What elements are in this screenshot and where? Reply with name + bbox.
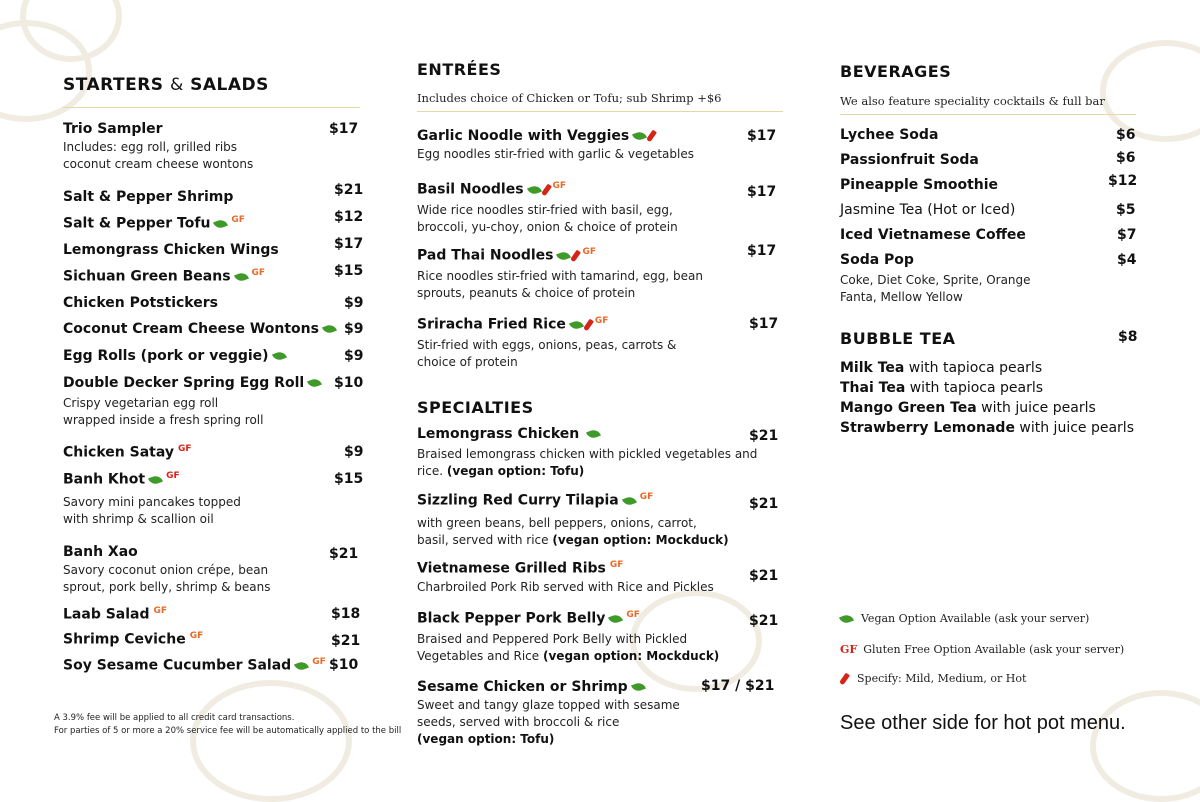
entrees-rule bbox=[417, 111, 783, 112]
menu-item-soda-pop: Soda Pop $4 Coke, Diet Coke, Sprite, Orange Fanta, Mellow Yellow bbox=[840, 252, 1137, 304]
menu-item-trio-sampler: Trio Sampler $17 Includes: egg roll, grilled ribs coconut cream cheese wontons bbox=[63, 121, 359, 171]
vegan-leaf-icon bbox=[294, 660, 309, 672]
menu-item-banh-khot: Banh Khot $^{GF}$ $15 Savory mini pancakes topped with shrimp & scallion oil bbox=[63, 471, 364, 526]
menu-item-chicken-potstickers: Chicken Potstickers $9 bbox=[63, 295, 364, 311]
vegan-leaf-icon bbox=[322, 323, 337, 335]
bubble-tea-list bbox=[840, 358, 1136, 438]
chili-pepper-icon bbox=[646, 130, 657, 143]
starters-rule bbox=[63, 107, 360, 108]
menu-item-jasmine-tea: Jasmine Tea (Hot or Iced) $5 bbox=[840, 202, 1136, 218]
menu-item-sizzling-red-curry-tilapia: Sizzling Red Curry Tilapia $^{GF}$ $21 with green beans, bell peppers, onions, carrot, basil, served with rice (vegan option: Mockduck) bbox=[417, 492, 779, 547]
bubble-tea-price: $8 bbox=[1118, 329, 1138, 345]
beverages-note: We also feature speciality cocktails & full bar bbox=[840, 94, 1105, 108]
chili-pepper-icon bbox=[583, 318, 594, 331]
vegan-leaf-icon bbox=[234, 271, 249, 283]
legend-gluten-free: GF Gluten Free Option Available (ask your server) bbox=[840, 643, 1125, 656]
menu-item-soy-sesame-cucumber-salad: Soy Sesame Cucumber Salad $^{GF}$ $10 bbox=[63, 657, 359, 674]
vegan-leaf-icon bbox=[556, 250, 571, 262]
vegan-leaf-icon bbox=[527, 184, 542, 196]
vegan-leaf-icon bbox=[586, 428, 601, 440]
menu-item-lychee-soda: Lychee Soda $6 bbox=[840, 127, 1136, 143]
chili-pepper-icon bbox=[839, 673, 850, 686]
menu-item-banh-xao: Banh Xao $21 Savory coconut onion crépe, bean sprout, pork belly, shrimp & beans bbox=[63, 544, 359, 594]
specialties-title: SPECIALTIES bbox=[417, 398, 534, 417]
bubble-tea-item: Thai Tea with tapioca pearls bbox=[840, 380, 1044, 396]
menu-item-laab-salad: Laab Salad $^{GF}$ $18 bbox=[63, 606, 361, 623]
menu-item-lemongrass-chicken: Lemongrass Chicken $21 Braised lemongrass chicken with pickled vegetables and rice. (vegan option: Tofu) bbox=[417, 426, 779, 478]
bubble-tea-item: Milk Tea with tapioca pearls bbox=[840, 360, 1043, 376]
vegan-leaf-icon bbox=[148, 474, 163, 486]
bubble-tea-item: Strawberry Lemonade with juice pearls bbox=[840, 420, 1134, 436]
vegan-leaf-icon bbox=[839, 613, 854, 625]
vegan-leaf-icon bbox=[213, 218, 228, 230]
vegan-leaf-icon bbox=[622, 495, 637, 507]
menu-item-black-pepper-pork-belly: Black Pepper Pork Belly $^{GF}$ $21 Braised and Peppered Pork Belly with Pickled Vegetables and Rice (vegan option: Mockduck) bbox=[417, 610, 779, 663]
vegan-leaf-icon bbox=[272, 350, 287, 362]
fee-notes: A 3.9% fee will be applied to all credit card transactions. For parties of 5 or more a 20% service fee will be automatically applied to the bill bbox=[54, 713, 402, 736]
menu-item-egg-rolls: Egg Rolls (pork or veggie) $9 bbox=[63, 348, 364, 364]
menu-item-coconut-cream-cheese-wontons: Coconut Cream Cheese Wontons $9 bbox=[63, 321, 364, 337]
menu-item-double-decker-spring-egg-roll: Double Decker Spring Egg Roll $10 Crispy vegetarian egg roll wrapped inside a fresh spring roll bbox=[63, 375, 364, 427]
chili-pepper-icon bbox=[541, 183, 552, 196]
vegan-leaf-icon bbox=[631, 681, 646, 693]
beverages-title: BEVERAGES bbox=[840, 62, 952, 81]
menu-item-salt-pepper-shrimp: Salt & Pepper Shrimp $21 bbox=[63, 182, 364, 205]
vegan-leaf-icon bbox=[632, 130, 647, 142]
menu-item-sesame-chicken-or-shrimp: Sesame Chicken or Shrimp $17 / $21 Sweet and tangy glaze topped with sesame seeds, served with broccoli & rice (vegan option: Tofu) bbox=[417, 678, 775, 746]
other-side-note: See other side for hot pot menu. bbox=[840, 712, 1126, 734]
bubble-tea-title: BUBBLE TEA bbox=[840, 329, 956, 348]
vegan-leaf-icon bbox=[307, 377, 322, 389]
beverages-rule bbox=[840, 114, 1136, 115]
menu-item-garlic-noodle-with-veggies: Garlic Noodle with Veggies $17 Egg noodles stir-fried with garlic & vegetables bbox=[417, 128, 777, 161]
entrees-title: ENTRÉES bbox=[417, 60, 502, 79]
menu-item-passionfruit-soda: Passionfruit Soda $6 bbox=[840, 150, 1136, 168]
menu-item-lemongrass-chicken-wings: Lemongrass Chicken Wings $17 bbox=[63, 236, 364, 258]
beverages-column bbox=[840, 0, 1136, 776]
menu-item-chicken-satay: Chicken Satay $^{GF}$ $9 bbox=[63, 444, 364, 461]
menu-item-iced-vietnamese-coffee: Iced Vietnamese Coffee $7 bbox=[840, 227, 1137, 243]
starters-column bbox=[63, 0, 364, 776]
menu-item-sriracha-fried-rice: Sriracha Fried Rice $^{GF}$ $17 Stir-fried with eggs, onions, peas, carrots & choice of protein bbox=[417, 316, 779, 369]
menu-item-salt-pepper-tofu: Salt & Pepper Tofu $^{GF}$ $12 bbox=[63, 209, 364, 232]
menu-item-shrimp-ceviche: Shrimp Ceviche $^{GF}$ $21 bbox=[63, 631, 361, 649]
menu-item-basil-noodles: Basil Noodles $^{GF}$ $17 Wide rice noodles stir-fried with basil, egg, broccoli, yu-choy, onion & choice of protein bbox=[417, 181, 777, 234]
entrees-column bbox=[417, 0, 783, 776]
legend-spicy: Specify: Mild, Medium, or Hot bbox=[840, 672, 1026, 685]
menu-item-sichuan-green-beans: Sichuan Green Beans $^{GF}$ $15 bbox=[63, 263, 364, 285]
vegan-leaf-icon bbox=[569, 319, 584, 331]
bubble-tea-item: Mango Green Tea with juice pearls bbox=[840, 400, 1096, 416]
entrees-note: Includes choice of Chicken or Tofu; sub Shrimp +$6 bbox=[417, 91, 722, 105]
starters-title: STARTERS & SALADS bbox=[63, 75, 269, 95]
legend-vegan: Vegan Option Available (ask your server) bbox=[840, 612, 1089, 625]
menu-item-pineapple-smoothie: Pineapple Smoothie $12 bbox=[840, 173, 1138, 193]
menu-item-pad-thai-noodles: Pad Thai Noodles $^{GF}$ $17 Rice noodles stir-fried with tamarind, egg, bean sprouts, peanuts & choice of protein bbox=[417, 243, 777, 300]
vegan-leaf-icon bbox=[608, 613, 623, 625]
menu-item-vietnamese-grilled-ribs: Vietnamese Grilled Ribs $^{GF}$ $21 Charbroiled Pork Rib served with Rice and Pickles bbox=[417, 560, 779, 594]
chili-pepper-icon bbox=[570, 249, 581, 262]
